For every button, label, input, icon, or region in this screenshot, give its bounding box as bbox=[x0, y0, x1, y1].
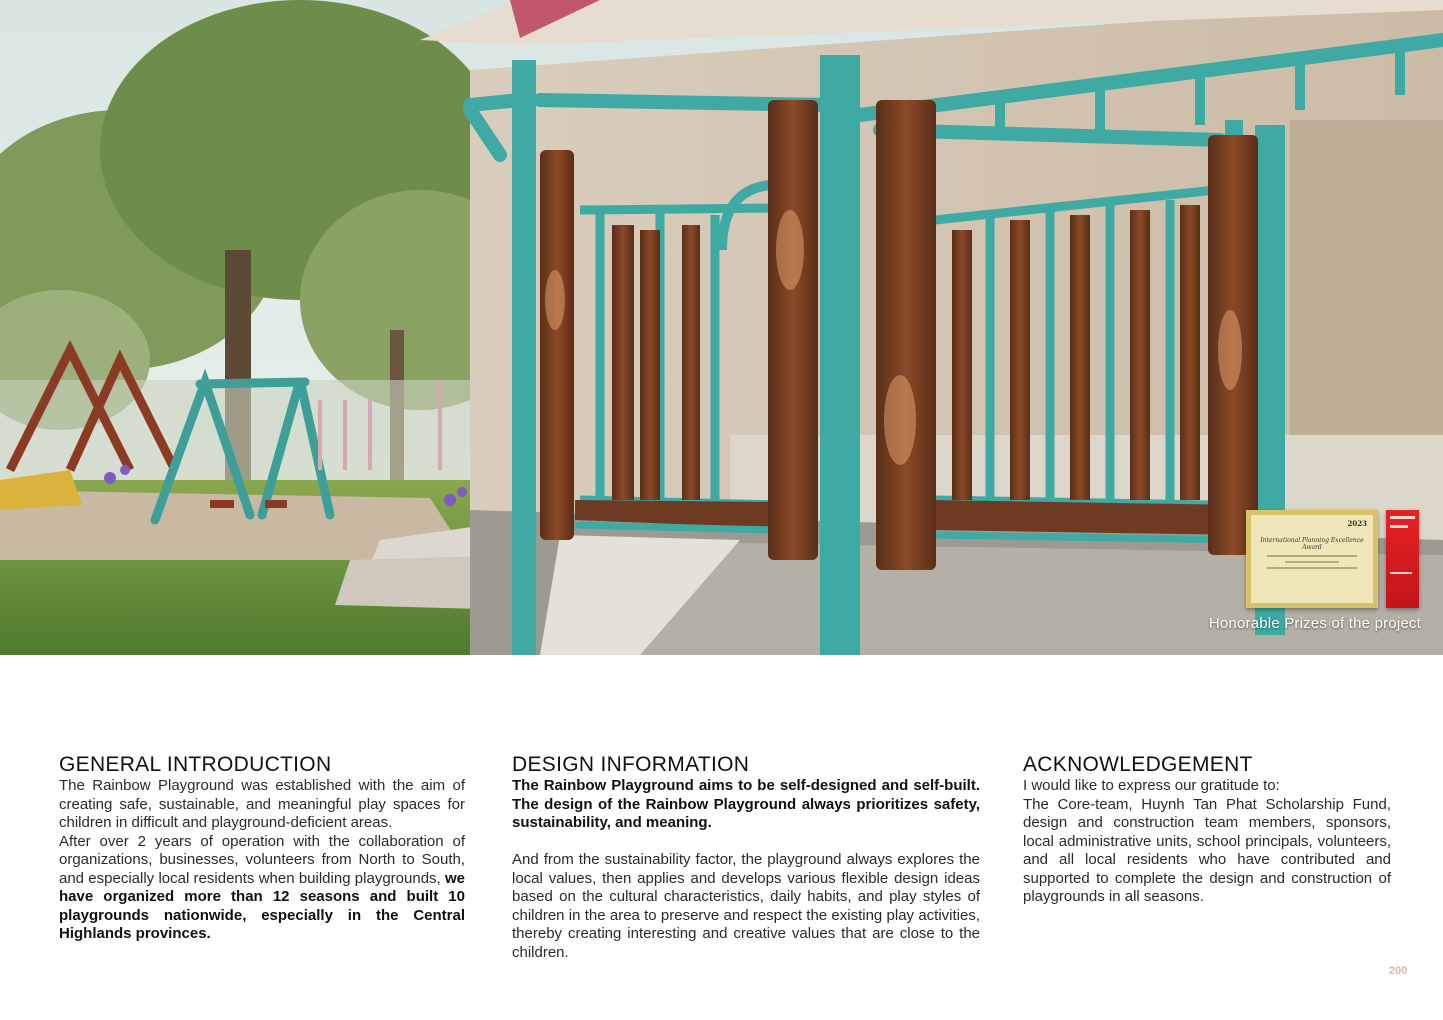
booklet-stripe bbox=[1390, 572, 1412, 574]
certificate-line bbox=[1267, 555, 1357, 557]
award-certificate bbox=[1246, 510, 1378, 608]
body-paragraph bbox=[59, 833, 465, 944]
award-booklet bbox=[1386, 510, 1419, 608]
body-text-bold: we have organized more than 12 seasons and built 10 playgrounds nationwide, especially in the Central Highlands provinces. bbox=[59, 869, 465, 942]
booklet-stripe bbox=[1390, 525, 1408, 528]
section-heading: ACKNOWLEDGEMENT bbox=[1023, 753, 1253, 776]
body-paragraph: The Core-team, Huynh Tan Phat Scholarship Fund, design and construction team members, sponsors, local administrative units, school principals, volunteers, and all local residents who have contributed and supported to complete the design and construction of playgrounds in all seasons. bbox=[1023, 795, 1391, 905]
section-heading: DESIGN INFORMATION bbox=[512, 753, 750, 776]
section-heading: GENERAL INTRODUCTION bbox=[59, 753, 332, 776]
certificate-line bbox=[1285, 561, 1339, 563]
certificate-line bbox=[1267, 567, 1357, 569]
design-information-section bbox=[512, 753, 980, 962]
body-paragraph bbox=[512, 777, 980, 833]
body-text-bold: The Rainbow Playground aims to be self-designed and self-built. The design of the Rainbow Playground always prioritizes safety, sustainability, and meaning. bbox=[512, 777, 980, 831]
body-paragraph: I would like to express our gratitude to: bbox=[1023, 777, 1280, 794]
body-text: After over 2 years of operation with the collaboration of organizations, businesses, volunteers from North to South, and especially local residents when building playgrounds, bbox=[59, 832, 465, 887]
page-number: 200 bbox=[1389, 965, 1408, 977]
hero-caption: Honorable Prizes of the project bbox=[1208, 615, 1421, 632]
body-paragraph: And from the sustainability factor, the playground always explores the local values, then applies and develops various flexible design ideas based on the cultural characteristics, daily habits, and play styles of children in the area to preserve and respect the existing play activities, thereby creating interesting and creative values that are close to the children. bbox=[512, 851, 980, 961]
general-introduction-section bbox=[59, 753, 465, 944]
booklet-stripe bbox=[1390, 516, 1415, 519]
certificate-year: 2023 bbox=[1347, 519, 1367, 528]
body-paragraph: The Rainbow Playground was established with the aim of creating safe, sustainable, and meaningful play spaces for children in difficult and playground-deficient areas. bbox=[59, 777, 465, 831]
acknowledgement-section bbox=[1023, 753, 1391, 907]
paragraph-gap bbox=[512, 833, 980, 852]
certificate-title: International Planning Excellence Award bbox=[1260, 537, 1364, 551]
